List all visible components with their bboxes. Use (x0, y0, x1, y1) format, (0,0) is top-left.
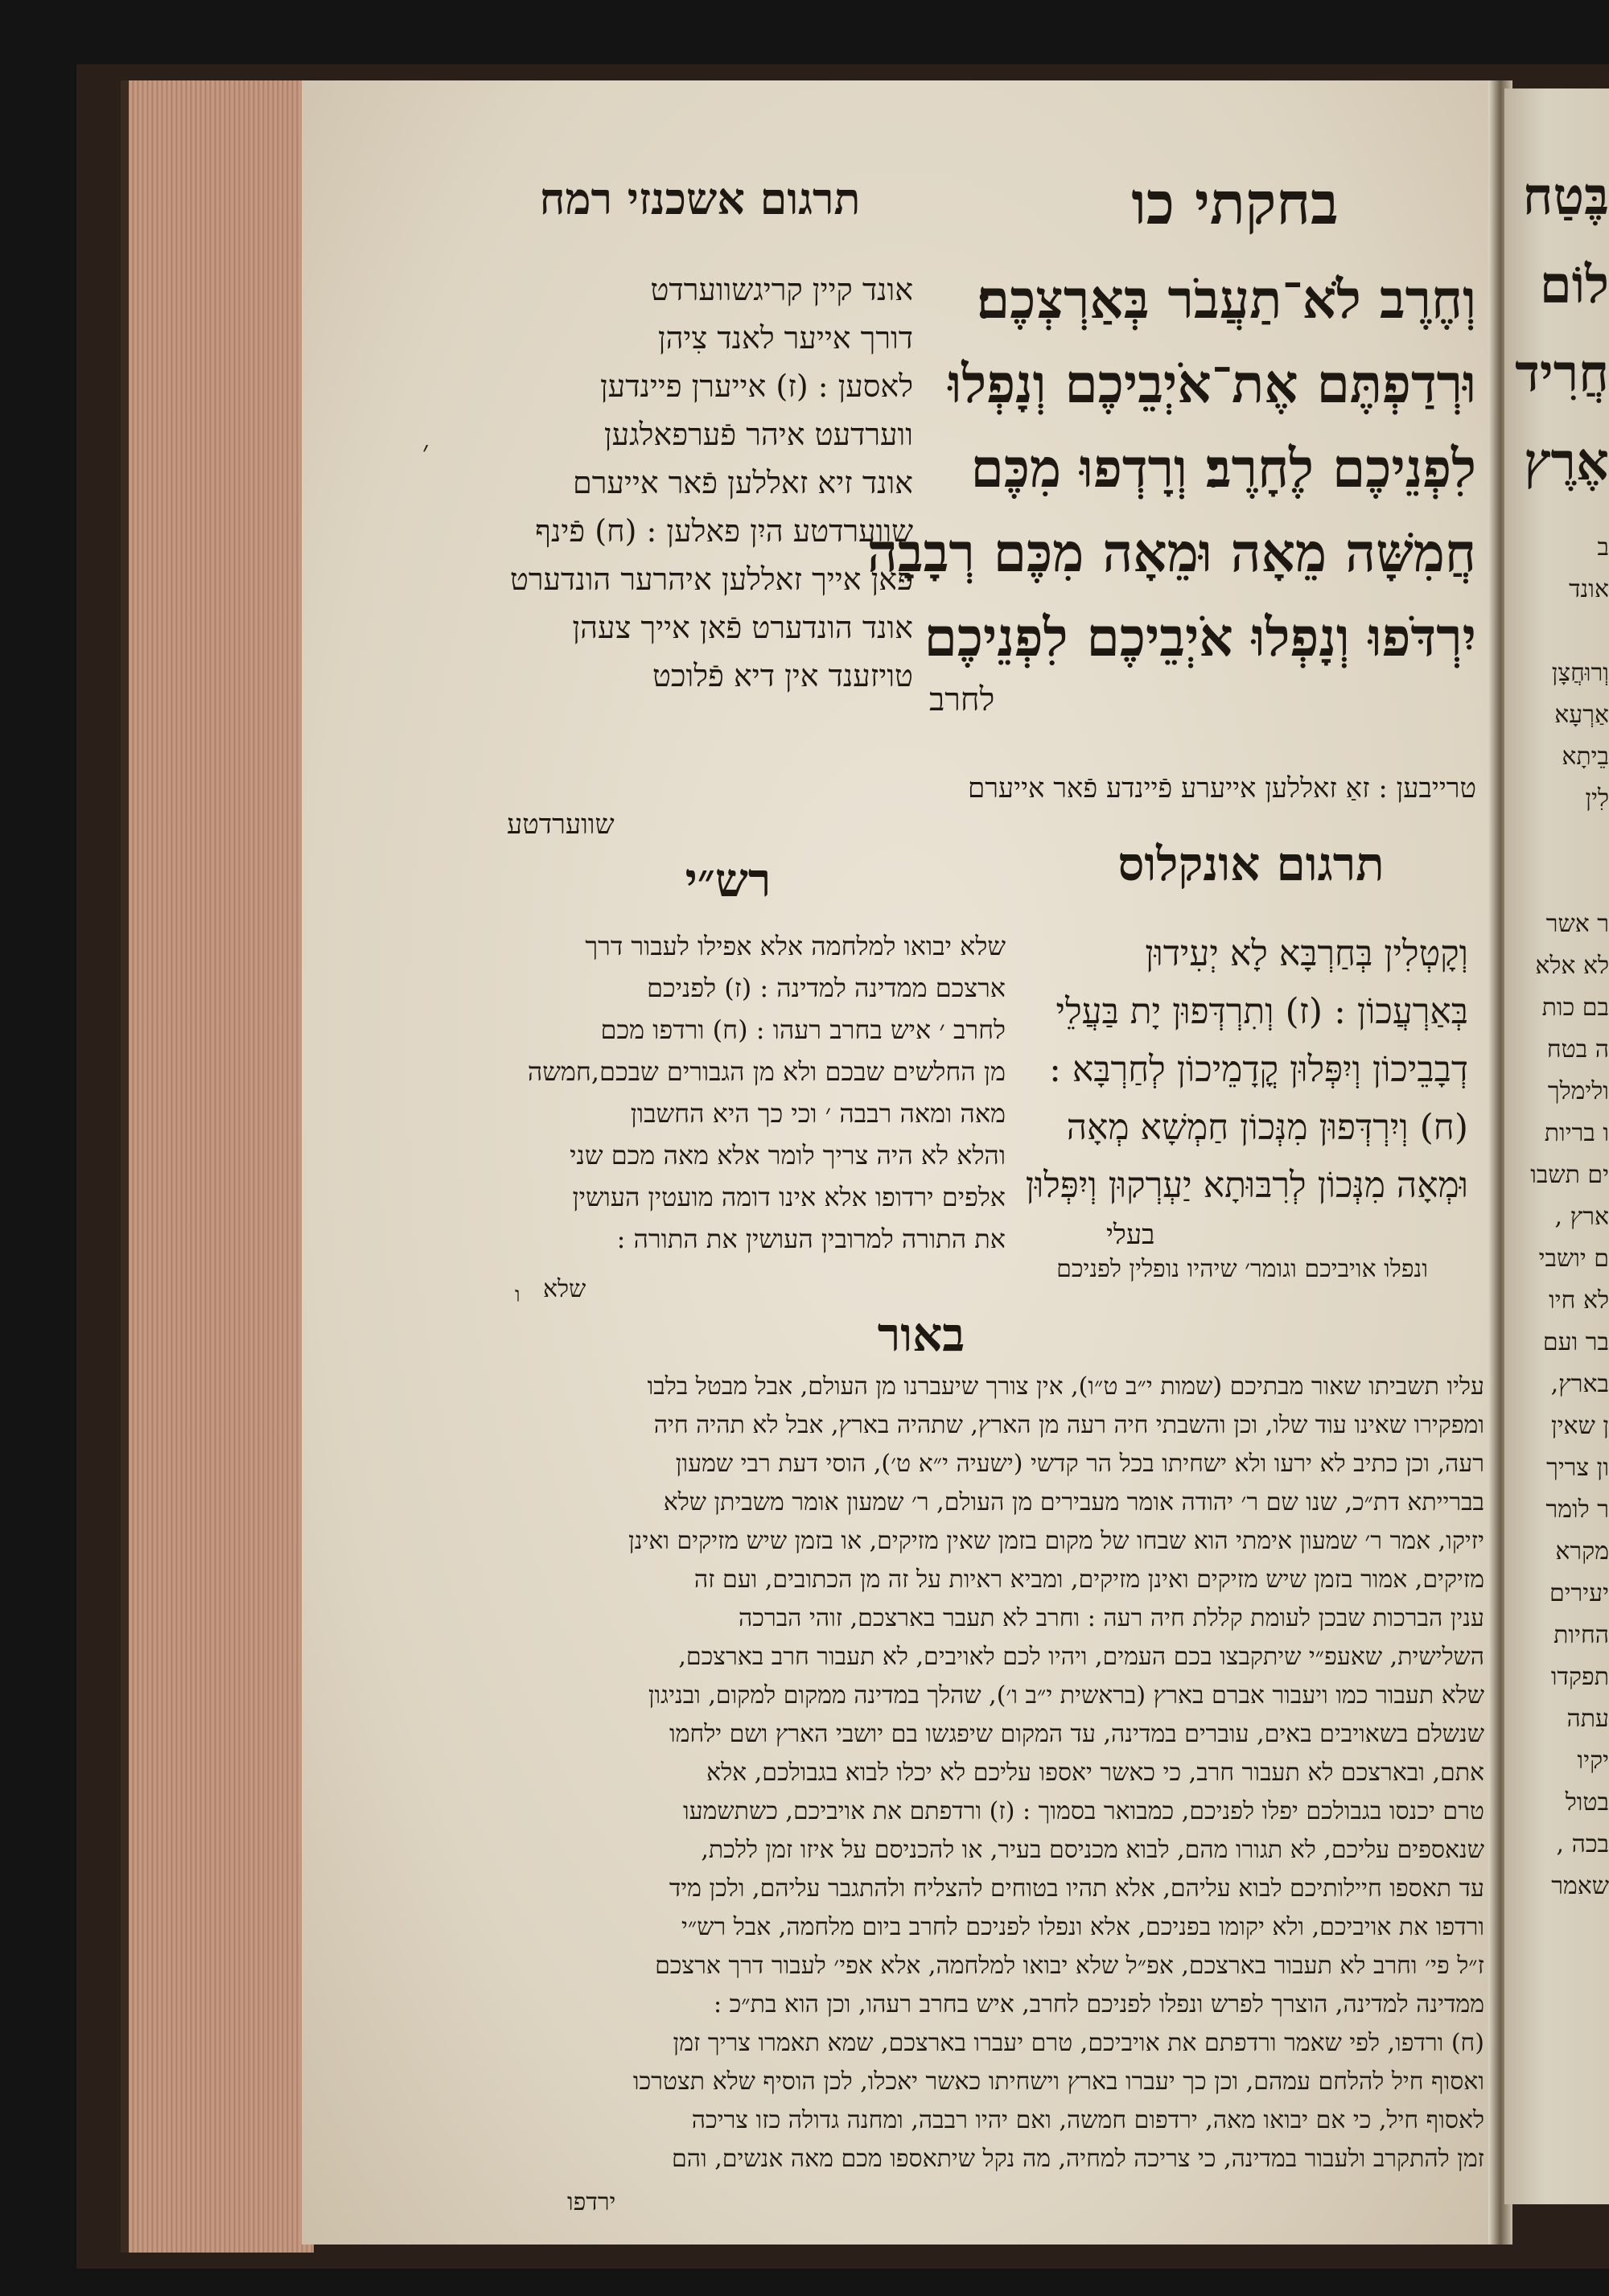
rashi-text (483, 925, 1006, 1260)
facing-line: ן שאין (1551, 1412, 1609, 1440)
facing-line: ים תשבו (1530, 1161, 1609, 1189)
running-header-left: תרגום אשכנזי רמח (539, 173, 861, 224)
facing-line: בארץ, (1550, 1370, 1609, 1398)
rashi-line: מן החלשים שבכם ולא מן הגבורים שבכם,חמשה (527, 1056, 1006, 1087)
yiddish-line: אונד הונדערט פֿאן אייך צעהן (572, 610, 913, 645)
facing-line: לוֹם (1539, 255, 1609, 315)
biur-line: יזיקו, אמר ר׳ שמעון אימתי הוא שבחו של מקום בזמן שאין מזיקים, או בזמן שיש מזיקים ואינן (628, 1527, 1484, 1555)
facing-line: אֶרֶץ (1524, 432, 1609, 492)
facing-page-commentary (1508, 527, 1609, 1907)
biur-line: שלא תעבור כמו ויעבור אברם בארץ (בראשית י״ב ו׳), שהלך במדינה ממקום למקום, ובניגון (648, 1681, 1484, 1710)
biur-line: ומפקירו שאינו עוד שלו, וכן והשבתי חיה רעה מן הארץ, שתהיה בארץ, אבל לא תהיה חיה (653, 1411, 1484, 1439)
biur-line: זמן להתקרב ולעבור במדינה, כי צריכה למחיה, מה נקל שיתאספו מכם מאה אנשים, והם (672, 2145, 1484, 2173)
facing-line: ה בטח (1546, 1035, 1609, 1064)
onkelos-line: בְּאַרְעֲכוֹן : (ז) וְתִרְדְּפוּן יָת בַּעֲלֵי (1056, 991, 1468, 1032)
yiddish-translation-column (463, 265, 913, 700)
margin-stamp: ו (515, 1283, 521, 1307)
facing-line: וְרוּחֲצָן (1551, 659, 1609, 687)
onkelos-catchword: בעלי (1106, 1219, 1155, 1251)
facing-line: ו בריות (1544, 1119, 1609, 1147)
facing-line (1508, 820, 1609, 862)
biur-line: השלישית, שאעפ״י שיתקבצו בכם העמים, ויהיו לכם לאויבים, לא תעבור חרב בארצכם, (678, 1643, 1484, 1671)
biur-line: עד תאספו חיילותיכם לבוא עליהם, אלא תהיו בטוחים להצליח ולהתגבר עליהם, ולכן מיד (669, 1874, 1484, 1903)
torah-line: וּרְדַפְתֶּם אֶת־אֹיְבֵיכֶם וְנָפְלוּ (948, 352, 1476, 415)
biur-line: לאסוף חיל, כי אם יבואו מאה, ירדפום חמשה, ואם יהיו רבבה, ומחנה גדולה כזו צריכה (691, 2106, 1484, 2134)
biur-text (475, 1368, 1484, 2179)
facing-line: אַרְעָא (1554, 701, 1609, 729)
torah-line: חֲמִשָּׁה מֵאָה וּמֵאָה מִכֶּם רְבָבָה (866, 521, 1476, 584)
biur-line: מזיקים, אמור בזמן שיש מזיקים ואינן מזיקים, ומביא ראיות על זה מן הכתובים, ועם זה (693, 1566, 1484, 1594)
onkelos-line: וּמְאָה מִנְּכוֹן לְרִבּוּתָא יַעְרְקוּן וְיִפְּלוּן (1025, 1165, 1468, 1206)
rashi-catchword: שלא (543, 1275, 586, 1303)
onkelos-line: (ח) וְיִרְדְּפוּן מִנְּכוֹן חַמְשָׁא מְאָה (1066, 1107, 1468, 1148)
book-page (302, 80, 1500, 2245)
facing-line: חֲרִיד (1515, 344, 1609, 404)
facing-line: ב (1597, 533, 1609, 562)
facing-line: לא חיו (1549, 1286, 1609, 1315)
rashi-line: אלפים ירדופו אלא אינו דומה מועטין העושין (572, 1182, 1006, 1212)
facing-line: מקרא (1555, 1537, 1609, 1566)
facing-line: בֶּטַח (1522, 167, 1609, 227)
yiddish-line: אונד קיין קריגשווערדט (650, 272, 913, 307)
biur-line: אתם, ובארצכם לא תעבור חרב, כי כאשר יאספו עליכם לא יכלו לבוא בגבולכם, אלא (706, 1759, 1484, 1787)
torah-catchword: לחרב (929, 681, 995, 718)
rashi-line: לחרב ׳ איש בחרב רעהו : (ח) ורדפו מכם (600, 1014, 1006, 1045)
page-edges (121, 80, 314, 2253)
facing-line: יקיו (1577, 1747, 1609, 1775)
facing-line: ולימלך (1547, 1077, 1609, 1105)
facing-line: ארץ , (1554, 1203, 1609, 1231)
facing-line: לִין (1585, 784, 1609, 813)
facing-line: החיות (1553, 1621, 1609, 1649)
biur-line: ענין הברכות שבכן לעומת קללת חיה רעה : וחרב לא תעבר בארצכם, זוהי הברכה (739, 1604, 1484, 1632)
yiddish-continuation: טרייבען : זאַ זאללען אייערע פֿיינדע פֿאר אייערם (968, 772, 1476, 804)
onkelos-text (1010, 925, 1468, 1215)
biur-line: שנאספים עליכם, לא תגורו מהם, לבוא מכניסם בעיר, או להכניסם על איזו זמן ללכת, (701, 1836, 1484, 1864)
onkelos-line: דְבָבֵיכוֹן וְיִפְּלוּן קֳדָמֵיכוֹן לְחַרְבָּא : (1049, 1049, 1468, 1090)
onkelos-line: וְקָטְלִין בְּחַרְבָּא לָא יְעִידוּן (1145, 933, 1468, 974)
facing-page-torah (1508, 153, 1609, 507)
yiddish-line: ווערדעט איהר פֿערפאלגען (603, 417, 913, 452)
facing-line: בטול (1565, 1788, 1609, 1817)
facing-page (1504, 88, 1609, 2204)
facing-line: ר לומר (1545, 1496, 1609, 1524)
facing-line: ם יושבי (1538, 1245, 1609, 1273)
biur-line: ואסוף חיל להלחם עמהם, וכן כך יעברו בארץ וישחיתו כאשר יאכלו, לכן הוסיף שלא תצטרכו (632, 2068, 1484, 2096)
yiddish-line: טויזענד אין דיא פֿלוכט (652, 658, 913, 693)
yiddish-catchword: שווערדטע (507, 809, 615, 841)
yiddish-line: שווערדטע היִן פאלען : (ח) פֿינף (535, 513, 913, 549)
facing-line: בכה , (1556, 1830, 1609, 1858)
facing-line: עתה (1566, 1705, 1609, 1733)
margin-mark: ׳ (422, 435, 430, 468)
rashi-line: את התורה למרובין העושין את התורה : (616, 1224, 1006, 1254)
facing-line: ון צריך (1546, 1454, 1609, 1482)
torah-line: יִרְדֹּפוּ וְנָפְלוּ אֹיְבֵיכֶם לִפְנֵיכֶם (924, 606, 1476, 669)
facing-line: ר אשר (1545, 910, 1609, 938)
biur-line: בברייתא דת״כ, שנו שם ר׳ יהודה אומר מעבירים מן העולם, ר׳ שמעון אומר משביתן שלא (663, 1488, 1484, 1516)
rashi-line: והלא לא היה צריך לומר אלא מאה מכם שני (570, 1140, 1006, 1171)
biur-line: שנשלם בשאויבים באים, עוברים במדינה, עד המקום שיפגשו בם יושבי הארץ ושם ילחמו (669, 1720, 1484, 1748)
biur-line: טרם יכנסו בגבולכם יפלו לפניכם, כמבואר בסמוך : (ז) ורדפתם את אויביכם, כשתשמעו (683, 1797, 1484, 1825)
facing-line: בם כות (1541, 994, 1609, 1022)
onkelos-title: תרגום אונקלוס (1117, 837, 1385, 891)
rashi-line: מאה ומאה רבבה ׳ וכי כך היא החשבון (630, 1098, 1006, 1129)
biur-line: ורדפו את אויביכם, ולא יקומו בפניכם, אלא ונפלו לפניכם לחרב ביום מלחמה, אבל רש״י (681, 1913, 1484, 1941)
facing-line: יעירים (1549, 1579, 1609, 1607)
yiddish-line: לאסען : (ז) אייערן פיינדען (600, 368, 913, 404)
yiddish-line: דורך אייער לאנד צִיהן (657, 320, 913, 356)
yiddish-line: אונד זיא זאללען פֿאר אייערם (573, 465, 913, 500)
biur-line: (ח) ורדפו, לפי שאמר ורדפתם את אויביכם, טרם יעברו בארצכם, שמא תאמרו צריך זמן (673, 2029, 1484, 2057)
torah-text (865, 257, 1476, 720)
biur-line: ממדינה למדינה, הוצרך לפרש ונפלו לפניכם לחרב, איש בחרב רעהו, וכן הוא בת״כ : (713, 1990, 1484, 2018)
facing-line: שאמר (1551, 1872, 1609, 1900)
rashi-line: שלא יבואו למלחמה אלא אפילו לעבור דרך (585, 931, 1006, 961)
facing-line: בר ועם (1542, 1328, 1609, 1356)
facing-line (1508, 611, 1609, 652)
biur-title: באור (877, 1307, 965, 1362)
rashi-line: ארצכם ממדינה למדינה : (ז) לפניכם (646, 973, 1006, 1003)
facing-line: אונד (1569, 575, 1609, 603)
biur-line: עליו תשביתו שאור מבתיכם (שמות י״ב ט״ו), אין צורך שיעברנו מן העולם, אבל מבטל בלבו (647, 1372, 1484, 1401)
biur-catchword: ירדפו (567, 2188, 616, 2216)
facing-line: תפקדו (1550, 1663, 1609, 1691)
yiddish-line: פֿאן אייך זאללען איהרער הונדערט (509, 562, 913, 597)
facing-line: לא אלא (1535, 952, 1609, 980)
torah-line: לִפְנֵיכֶם לֶחָרֶב׃ וְרָדְפוּ מִכֶּם (970, 437, 1476, 500)
torah-line: וְחֶרֶב לֹא־תַעֲבֹר בְּאַרְצְכֶם׃ (976, 268, 1476, 331)
biur-line: ז״ל פי׳ וחרב לא תעבור בארצכם, אפ״ל שלא יבואו למלחמה, אלא אפי׳ לעבור דרך ארצכם (655, 1952, 1484, 1980)
biur-line: רעה, וכן כתיב לא ירעו ולא ישחיתו בכל הר קדשי (ישעיה י״א ט׳), הוסי דעת רבי שמעון (675, 1450, 1484, 1478)
onkelos-footnote: ונפלו אויביכם וגומר׳ שיהיו נופלין לפניכם (1056, 1255, 1428, 1283)
facing-line (1508, 862, 1609, 903)
facing-line: בֵיתָא (1562, 743, 1609, 771)
running-header-right: בחקתי כו (1131, 169, 1339, 237)
rashi-title: רש״י (685, 853, 772, 907)
